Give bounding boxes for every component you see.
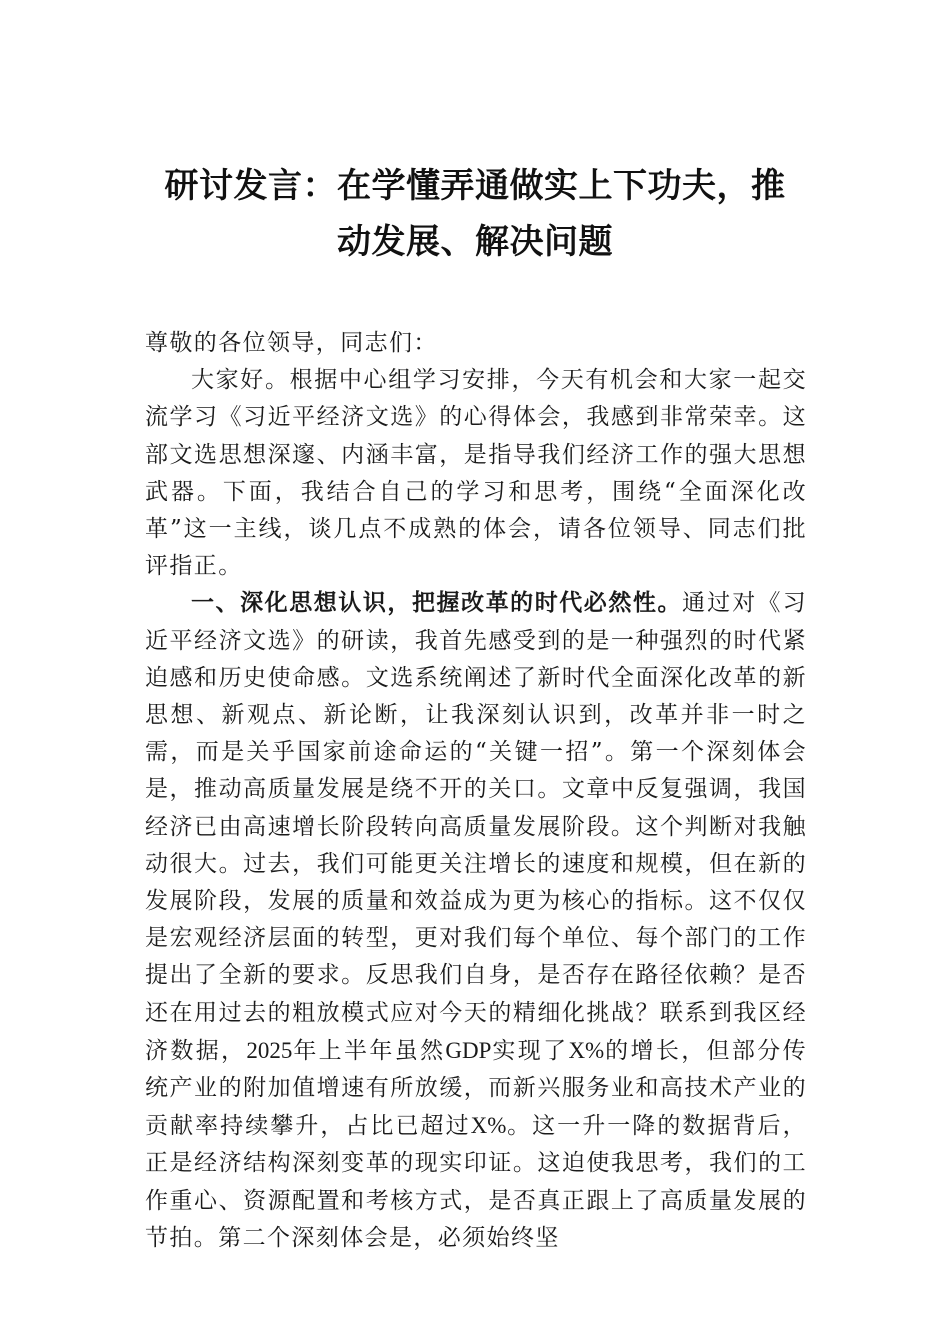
section-1-text-d: 的增长，但部分传统产业的附加值增速有所放缓，而新兴服务业和高技术产业的贡献率持续攀升，占比已超过 <box>145 1037 807 1140</box>
document-body <box>145 325 807 1257</box>
year-value: 2025 <box>246 1037 293 1063</box>
section-1-text-e: 。这一升一降的数据背后，正是经济结构深刻变革的现实印证。这迫使我思考，我们的工作重心、资源配置和考核方式，是否真正跟上了高质量发展的节拍。第二个深刻体会是，必须始终坚 <box>145 1113 807 1251</box>
section-1-text-b: 年上半年虽然 <box>292 1037 446 1064</box>
title-line-2: 动发展、解决问题 <box>337 222 613 262</box>
section-1-text-c: 实现了 <box>491 1037 569 1064</box>
section-1-paragraph <box>145 585 807 1257</box>
growth-value: X% <box>568 1037 605 1063</box>
section-1-heading: 一、深化思想认识，把握改革的时代必然性。 <box>191 590 682 617</box>
share-value: X% <box>470 1113 507 1139</box>
section-1-text-a: 通过对《习近平经济文选》的研读，我首先感受到的是一种强烈的时代紧迫感和历史使命感。文选系统阐述了新时代全面深化改革的新思想、新观点、新论断，让我深刻认识到，改革并非一时之需，而是关乎国家前途命运的“关键一招”。第一个深刻体会是，推动高质量发展是绕不开的关口。文章中反复强调，我国经济已由高速增长阶段转向高质量发展阶段。这个判断对我触动很大。过去，我们可能更关注增长的速度和规模，但在新的发展阶段，发展的质量和效益成为更为核心的指标。这不仅仅是宏观经济层面的转型，更对我们每个单位、每个部门的工作提出了全新的要求。反思我们自身，是否存在路径依赖？是否还在用过去的粗放模式应对今天的精细化挑战？联系到我区经济数据， <box>145 590 807 1064</box>
gdp-term: GDP <box>445 1037 492 1063</box>
title-line-1: 研讨发言：在学懂弄通做实上下功夫，推 <box>164 166 786 206</box>
intro-paragraph: 大家好。根据中心组学习安排，今天有机会和大家一起交流学习《习近平经济文选》的心得体会，我感到非常荣幸。这部文选思想深邃、内涵丰富，是指导我们经济工作的强大思想武器。下面，我结合自己的学习和思考，围绕“全面深化改革”这一主线，谈几点不成熟的体会，请各位领导、同志们批评指正。 <box>145 367 807 580</box>
salutation: 尊敬的各位领导，同志们： <box>145 330 438 356</box>
document-title <box>150 158 800 270</box>
